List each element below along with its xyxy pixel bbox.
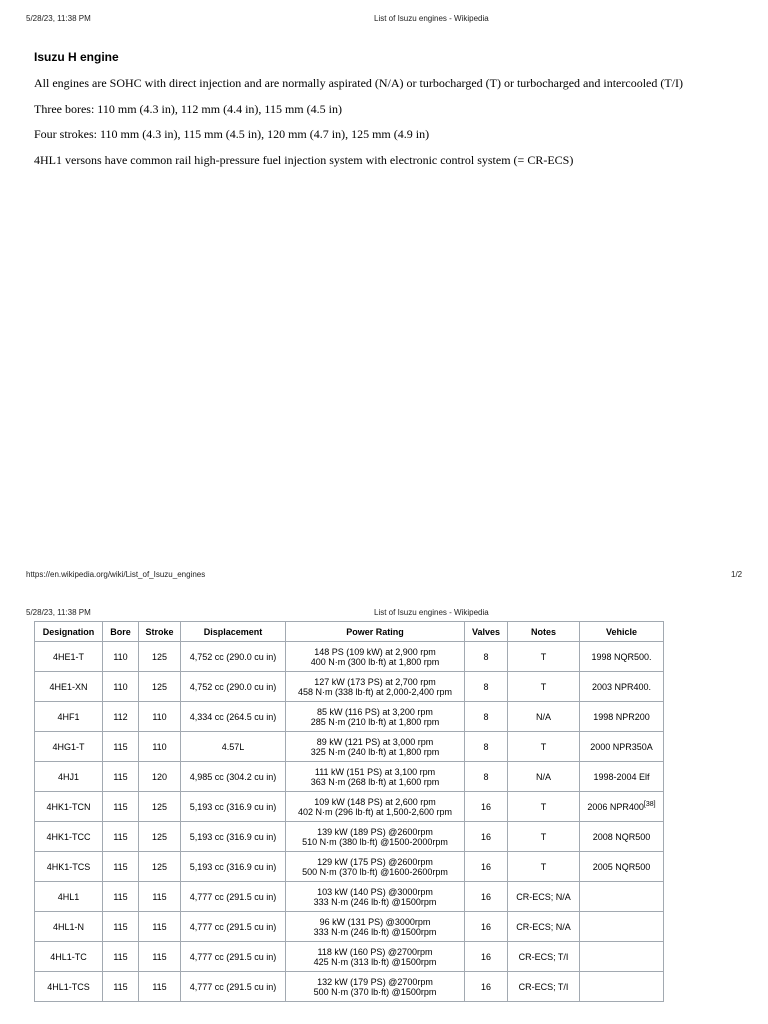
notes-cell	[508, 642, 580, 672]
column-header-vehicle: Vehicle	[580, 622, 664, 642]
stroke-text: 115	[152, 951, 167, 962]
torque-line: 500 N·m (370 lb·ft) @1600-2600rpm	[302, 866, 448, 877]
torque-line: 285 N·m (210 lb·ft) at 1,800 rpm	[310, 716, 440, 727]
valves-text: 8	[483, 681, 489, 692]
torque-line: 425 N·m (313 lb·ft) @1500rpm	[313, 956, 437, 967]
designation-text: 4HJ1	[57, 771, 79, 782]
designation-cell	[35, 642, 103, 672]
displacement-cell	[181, 972, 286, 1002]
stroke-text: 115	[152, 921, 167, 932]
vehicle-cell	[580, 852, 664, 882]
vehicle-text: 1998-2004 Elf	[593, 771, 650, 782]
notes-text: T	[540, 861, 547, 872]
print-header-title-page2: List of Isuzu engines - Wikipedia	[374, 608, 489, 617]
bore-text: 115	[113, 861, 128, 872]
power-line: 96 kW (131 PS) @3000rpm	[319, 916, 431, 927]
power-rating-cell	[286, 822, 465, 852]
vehicle-cell	[580, 672, 664, 702]
bore-text: 110	[113, 651, 128, 662]
power-rating-cell	[286, 912, 465, 942]
designation-text: 4HE1-T	[52, 651, 84, 662]
vehicle-cell	[580, 912, 664, 942]
column-header-power-rating: Power Rating	[286, 622, 465, 642]
valves-cell	[465, 762, 508, 792]
bore-cell	[103, 762, 139, 792]
vehicle-cell	[580, 822, 664, 852]
torque-line: 333 N·m (246 lb·ft) @1500rpm	[313, 896, 437, 907]
table-row	[35, 732, 664, 762]
table-row	[35, 972, 664, 1002]
valves-cell	[465, 672, 508, 702]
table-header-row	[35, 622, 664, 642]
displacement-cell	[181, 672, 286, 702]
torque-line: 325 N·m (240 lb·ft) at 1,800 rpm	[310, 746, 440, 757]
paragraph-cr-ecs: 4HL1 versons have common rail high-pressure fuel injection system with electronic control system (= CR-ECS)	[34, 153, 574, 167]
torque-line: 400 N·m (300 lb·ft) at 1,800 rpm	[310, 656, 440, 667]
displacement-text: 4,777 cc (291.5 cu in)	[189, 951, 277, 962]
displacement-text: 4,752 cc (290.0 cu in)	[189, 681, 277, 692]
notes-cell	[508, 912, 580, 942]
table-row	[35, 852, 664, 882]
designation-cell	[35, 672, 103, 702]
notes-cell	[508, 732, 580, 762]
designation-text: 4HL1-TC	[50, 951, 87, 962]
designation-cell	[35, 882, 103, 912]
notes-text: N/A	[535, 711, 551, 722]
valves-text: 8	[483, 771, 489, 782]
notes-cell	[508, 822, 580, 852]
valves-text: 16	[480, 861, 491, 872]
vehicle-text: 2005 NQR500	[592, 861, 651, 872]
bore-text: 112	[113, 711, 128, 722]
notes-cell	[508, 762, 580, 792]
displacement-text: 5,193 cc (316.9 cu in)	[189, 801, 277, 812]
displacement-cell	[181, 702, 286, 732]
notes-cell	[508, 882, 580, 912]
stroke-cell	[139, 972, 181, 1002]
bore-text: 115	[113, 921, 128, 932]
engine-table	[34, 621, 664, 1002]
column-header-designation: Designation	[35, 622, 103, 642]
power-line: 118 kW (160 PS) @2700rpm	[317, 946, 433, 957]
vehicle-cell	[580, 942, 664, 972]
notes-text: CR-ECS; N/A	[516, 891, 571, 902]
valves-cell	[465, 732, 508, 762]
reference-link[interactable]: [38]	[643, 800, 656, 808]
notes-cell	[508, 852, 580, 882]
vehicle-cell	[580, 732, 664, 762]
displacement-cell	[181, 882, 286, 912]
displacement-cell	[181, 822, 286, 852]
stroke-cell	[139, 792, 181, 822]
bore-cell	[103, 702, 139, 732]
stroke-cell	[139, 882, 181, 912]
notes-text: T	[540, 651, 547, 662]
power-line: 148 PS (109 kW) at 2,900 rpm	[314, 646, 436, 657]
valves-text: 16	[480, 891, 491, 902]
valves-text: 16	[480, 831, 491, 842]
designation-cell	[35, 912, 103, 942]
stroke-text: 125	[151, 801, 168, 812]
designation-text: 4HK1-TCC	[46, 831, 91, 842]
bore-cell	[103, 792, 139, 822]
displacement-cell	[181, 732, 286, 762]
designation-cell	[35, 822, 103, 852]
designation-text: 4HL1-N	[52, 921, 84, 932]
print-header-date: 5/28/23, 11:38 PM	[26, 14, 91, 23]
displacement-text: 4,752 cc (290.0 cu in)	[189, 651, 277, 662]
displacement-text: 4,777 cc (291.5 cu in)	[189, 921, 277, 932]
power-line: 111 kW (151 PS) at 3,100 rpm	[314, 766, 436, 777]
power-line: 129 kW (175 PS) @2600rpm	[317, 856, 433, 867]
valves-cell	[465, 882, 508, 912]
table-row	[35, 672, 664, 702]
displacement-cell	[181, 912, 286, 942]
bore-text: 115	[113, 741, 128, 752]
notes-cell	[508, 702, 580, 732]
power-rating-cell	[286, 972, 465, 1002]
power-rating-cell	[286, 882, 465, 912]
table-row	[35, 882, 664, 912]
notes-text: T	[540, 681, 547, 692]
displacement-text: 4,777 cc (291.5 cu in)	[189, 981, 277, 992]
torque-line: 500 N·m (370 lb·ft) @1500rpm	[313, 986, 437, 997]
notes-text: T	[540, 741, 547, 752]
vehicle-text: 2000 NPR350A	[590, 741, 653, 752]
valves-text: 16	[480, 921, 491, 932]
bore-cell	[103, 822, 139, 852]
stroke-text: 120	[151, 771, 168, 782]
stroke-text: 110	[152, 711, 167, 722]
vehicle-text: 2003 NPR400.	[591, 681, 652, 692]
displacement-text: 4,334 cc (264.5 cu in)	[189, 711, 277, 722]
valves-text: 8	[483, 711, 489, 722]
power-rating-cell	[286, 792, 465, 822]
bore-text: 115	[113, 891, 128, 902]
column-header-bore: Bore	[103, 622, 139, 642]
bore-text: 110	[113, 681, 128, 692]
power-rating-cell	[286, 942, 465, 972]
bore-cell	[103, 912, 139, 942]
power-rating-cell	[286, 702, 465, 732]
bore-text: 115	[113, 831, 128, 842]
stroke-cell	[139, 852, 181, 882]
paragraph-bores: Three bores: 110 mm (4.3 in), 112 mm (4.4 in), 115 mm (4.5 in)	[34, 102, 342, 116]
notes-text: CR-ECS; T/I	[518, 981, 569, 992]
power-rating-cell	[286, 672, 465, 702]
power-line: 127 kW (173 PS) at 2,700 rpm	[314, 676, 436, 687]
displacement-text: 4,777 cc (291.5 cu in)	[189, 891, 277, 902]
column-header-displacement: Displacement	[181, 622, 286, 642]
valves-cell	[465, 702, 508, 732]
vehicle-cell	[580, 792, 664, 822]
table-row	[35, 912, 664, 942]
notes-text: N/A	[535, 771, 551, 782]
designation-cell	[35, 942, 103, 972]
displacement-text: 4,985 cc (304.2 cu in)	[189, 771, 277, 782]
column-header-stroke: Stroke	[139, 622, 181, 642]
section-title: Isuzu H engine	[34, 50, 119, 64]
displacement-text: 5,193 cc (316.9 cu in)	[189, 861, 277, 872]
power-line: 103 kW (140 PS) @3000rpm	[317, 886, 433, 897]
bore-cell	[103, 972, 139, 1002]
displacement-text: 5,193 cc (316.9 cu in)	[189, 831, 277, 842]
bore-cell	[103, 672, 139, 702]
table-row	[35, 642, 664, 672]
print-header-date-page2: 5/28/23, 11:38 PM	[26, 608, 91, 617]
power-rating-cell	[286, 642, 465, 672]
notes-text: CR-ECS; N/A	[516, 921, 571, 932]
paragraph-engine-types: All engines are SOHC with direct injection and are normally aspirated (N/A) or turbocharged (T) or turbocharged and intercooled (T/I)	[34, 76, 684, 90]
torque-line: 510 N·m (380 lb·ft) @1500-2000rpm	[302, 836, 448, 847]
torque-line: 333 N·m (246 lb·ft) @1500rpm	[313, 926, 437, 937]
designation-text: 4HK1-TCN	[46, 801, 91, 812]
valves-cell	[465, 792, 508, 822]
valves-text: 16	[480, 951, 491, 962]
designation-cell	[35, 702, 103, 732]
stroke-cell	[139, 672, 181, 702]
designation-cell	[35, 792, 103, 822]
designation-text: 4HF1	[57, 711, 80, 722]
valves-text: 8	[483, 741, 489, 752]
stroke-text: 110	[152, 741, 167, 752]
bore-text: 115	[113, 801, 128, 812]
valves-cell	[465, 972, 508, 1002]
table-row	[35, 762, 664, 792]
stroke-text: 125	[151, 651, 168, 662]
stroke-cell	[139, 642, 181, 672]
vehicle-cell	[580, 642, 664, 672]
notes-text: CR-ECS; T/I	[518, 951, 569, 962]
bore-cell	[103, 942, 139, 972]
designation-text: 4HL1	[57, 891, 80, 902]
valves-cell	[465, 912, 508, 942]
stroke-cell	[139, 702, 181, 732]
displacement-cell	[181, 792, 286, 822]
stroke-text: 125	[151, 861, 168, 872]
power-line: 109 kW (148 PS) at 2,600 rpm	[314, 796, 436, 807]
valves-text: 8	[483, 651, 489, 662]
power-line: 139 kW (189 PS) @2600rpm	[317, 826, 433, 837]
designation-text: 4HL1-TCS	[47, 981, 90, 992]
power-rating-cell	[286, 852, 465, 882]
power-rating-cell	[286, 762, 465, 792]
notes-cell	[508, 942, 580, 972]
paragraph-strokes: Four strokes: 110 mm (4.3 in), 115 mm (4.5 in), 120 mm (4.7 in), 125 mm (4.9 in)	[34, 127, 430, 141]
bore-text: 115	[113, 981, 128, 992]
displacement-cell	[181, 762, 286, 792]
bore-cell	[103, 642, 139, 672]
designation-cell	[35, 852, 103, 882]
table-row	[35, 942, 664, 972]
column-header-valves: Valves	[465, 622, 508, 642]
bore-cell	[103, 852, 139, 882]
designation-cell	[35, 732, 103, 762]
vehicle-text: 2008 NQR500	[592, 831, 651, 842]
stroke-text: 125	[151, 831, 168, 842]
notes-cell	[508, 792, 580, 822]
valves-text: 16	[480, 981, 491, 992]
vehicle-text: 2006 NPR400	[587, 801, 644, 812]
power-line: 85 kW (116 PS) at 3,200 rpm	[317, 706, 433, 717]
bore-cell	[103, 732, 139, 762]
displacement-cell	[181, 942, 286, 972]
designation-cell	[35, 972, 103, 1002]
vehicle-cell	[580, 882, 664, 912]
stroke-text: 115	[152, 891, 167, 902]
power-line: 89 kW (121 PS) at 3,000 rpm	[316, 736, 434, 747]
notes-text: T	[540, 801, 547, 812]
vehicle-cell	[580, 702, 664, 732]
vehicle-text: 1998 NQR500.	[591, 651, 652, 662]
displacement-cell	[181, 642, 286, 672]
valves-cell	[465, 642, 508, 672]
stroke-cell	[139, 912, 181, 942]
bore-text: 115	[113, 951, 128, 962]
torque-line: 402 N·m (296 lb·ft) at 1,500-2,600 rpm	[297, 806, 453, 817]
valves-cell	[465, 942, 508, 972]
power-rating-cell	[286, 732, 465, 762]
vehicle-cell	[580, 762, 664, 792]
designation-cell	[35, 762, 103, 792]
torque-line: 363 N·m (268 lb·ft) at 1,600 rpm	[310, 776, 440, 787]
bore-cell	[103, 882, 139, 912]
power-line: 132 kW (179 PS) @2700rpm	[317, 976, 433, 987]
stroke-text: 115	[152, 981, 167, 992]
print-footer-url: https://en.wikipedia.org/wiki/List_of_Isuzu_engines	[26, 570, 206, 579]
notes-cell	[508, 672, 580, 702]
displacement-cell	[181, 852, 286, 882]
notes-cell	[508, 972, 580, 1002]
designation-text: 4HE1-XN	[49, 681, 88, 692]
stroke-text: 125	[151, 681, 168, 692]
designation-text: 4HG1-T	[52, 741, 85, 752]
stroke-cell	[139, 822, 181, 852]
designation-text: 4HK1-TCS	[46, 861, 91, 872]
stroke-cell	[139, 942, 181, 972]
bore-text: 115	[113, 771, 128, 782]
valves-cell	[465, 852, 508, 882]
stroke-cell	[139, 732, 181, 762]
valves-cell	[465, 822, 508, 852]
notes-text: T	[540, 831, 547, 842]
column-header-notes: Notes	[508, 622, 580, 642]
stroke-cell	[139, 762, 181, 792]
torque-line: 458 N·m (338 lb·ft) at 2,000-2,400 rpm	[297, 686, 453, 697]
print-header-title: List of Isuzu engines - Wikipedia	[374, 14, 489, 23]
print-footer-page: 1/2	[731, 570, 743, 579]
table-row	[35, 792, 664, 822]
displacement-text: 4.57L	[221, 741, 245, 752]
table-row	[35, 702, 664, 732]
valves-text: 16	[480, 801, 491, 812]
vehicle-text: 1998 NPR200	[593, 711, 650, 722]
vehicle-cell	[580, 972, 664, 1002]
table-row	[35, 822, 664, 852]
